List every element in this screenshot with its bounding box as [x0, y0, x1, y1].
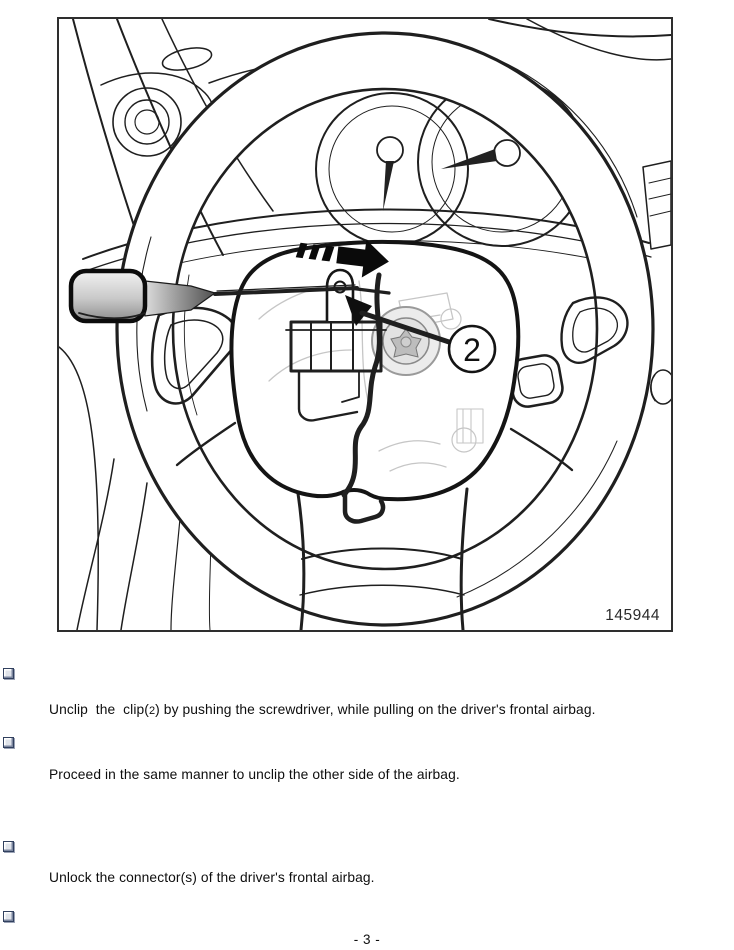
instruction-part: ) by pushing the screwdriver, while pulling on the driver's frontal airbag. — [155, 702, 596, 717]
figure-number: 145944 — [605, 607, 660, 624]
page-number: - 3 - — [353, 932, 381, 947]
square-bullet-icon — [3, 668, 14, 679]
square-bullet-icon — [3, 841, 14, 852]
square-bullet-icon — [3, 911, 14, 922]
instruction-part: Unclip the clip( — [49, 702, 149, 717]
instruction-text — [49, 701, 596, 720]
clip-reference: 2 — [148, 705, 156, 717]
right-gauge-needle — [441, 149, 497, 169]
instruction-text: Unlock the connector(s) of the driver's frontal airbag. — [49, 870, 375, 885]
callout-2-label: 2 — [463, 332, 481, 368]
left-gauge-needle — [383, 161, 394, 211]
steering-wheel-airbag-illustration — [59, 19, 671, 630]
square-bullet-icon — [3, 737, 14, 748]
instruction-text: Proceed in the same manner to unclip the other side of the airbag. — [49, 767, 460, 782]
figure-frame — [57, 17, 673, 632]
